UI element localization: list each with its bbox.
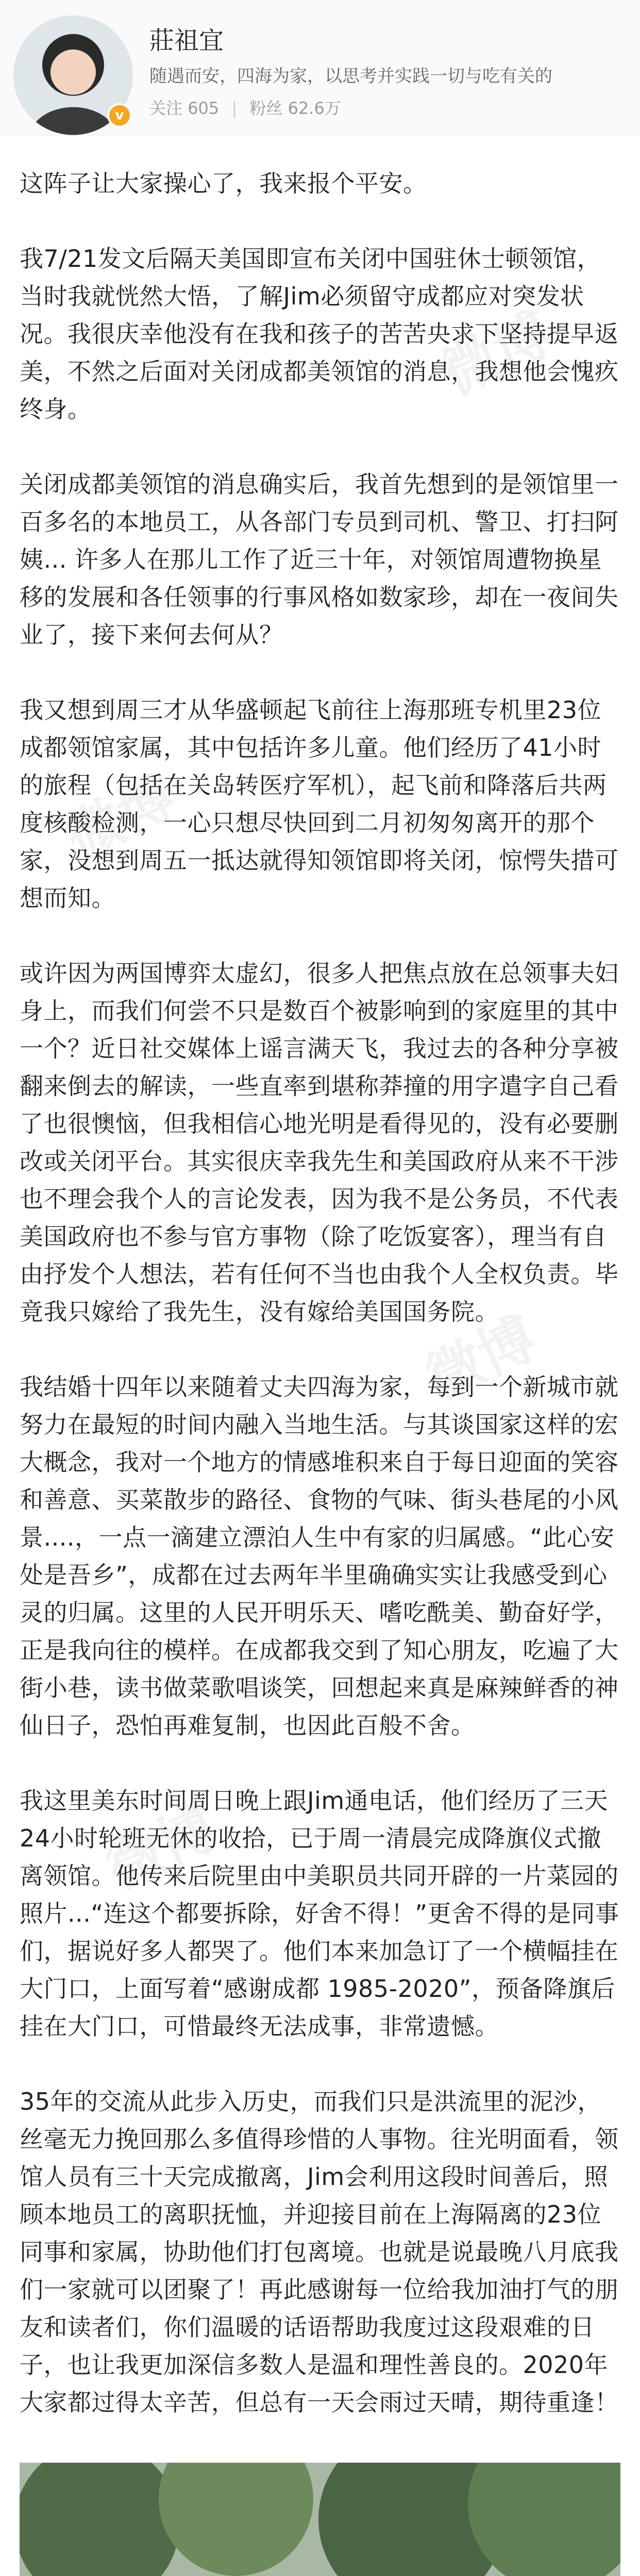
post-paragraph: 或许因为两国博弈太虚幻，很多人把焦点放在总领事夫妇身上，而我们何尝不只是数百个被影响到的家庭里的其中一个？近日社交媒体上谣言满天飞，我过去的各种分享被翻来倒去的解读，一些直率到堪称莽撞的用字遣字自己看了也很懊恼，但我相信心地光明是看得见的，没有必要删改或关闭平台。其实很庆幸我先生和美国政府从来不干涉也不理会我个人的言论发表，因为我不是公务员，不代表美国政府也不参与官方事物（除了吃饭宴客），理当有自由抒发个人想法，若有任何不当也由我个人全权负责。毕竟我只嫁给了我先生，没有嫁给美国国务院。 — [20, 959, 619, 1326]
post-paragraph: 这阵子让大家操心了，我来报个平安。 — [20, 170, 427, 197]
post-paragraph: 我结婚十四年以来随着丈夫四海为家，每到一个新城市就努力在最短的时间内融入当地生活。与其谈国家这样的宏大概念，我对一个地方的情感堆积来自于每日迎面的笑容和善意、买菜散步的路径、食物的气味、街头巷尾的小风景....，一点一滴建立漂泊人生中有家的归属感。“此心安处是吾乡”，成都在过去两年半里确确实实让我感受到心灵的归属。这里的人民开明乐天、嗜吃酰美、勤奋好学，正是我向往的模样。在成都我交到了知心朋友，吃遍了大街小巷，读书做菜歌唱谈笑，回想起来真是麻辣鲜香的神仙日子，恐怕再难复制，也因此百般不舍。 — [20, 1373, 619, 1739]
post-photo-garden[interactable] — [20, 2463, 620, 2576]
post-paragraph: 关闭成都美领馆的消息确实后，我首先想到的是领馆里一百多名的本地员工，从各部门专员到司机、警卫、打扫阿姨... 许多人在那儿工作了近三十年，对领馆周遭物换星移的发展和各任领事的行事风格如数家珍，却在一夜间失业了，接下来何去何从？ — [20, 470, 619, 649]
user-stats — [149, 95, 341, 119]
following-label: 关注 — [149, 98, 183, 118]
stats-divider: | — [231, 98, 238, 118]
user-bio: 随遇而安，四海为家，以思考并实践一切与吃有关的 — [149, 66, 552, 87]
post-paragraph: 35年的交流从此步入历史，而我们只是洪流里的泥沙，丝毫无力挽回那么多值得珍惜的人事物。往光明面看，领馆人员有三十天完成撤离，Jim会利用这段时间善后，照顾本地员工的离职抚恤，并迎接目前在上海隔离的23位同事和家属，协助他们打包离境。也就是说最晚八月底我们一家就可以团聚了！再此感谢每一位给我加油打气的朋友和读者们，你们温暖的话语帮助我度过这段艰难的日子，也让我更加深信多数人是温和理性善良的。2020年大家都过得太辛苦，但总有一天会雨过天晴，期待重逢！ — [20, 2088, 619, 2416]
verified-badge-icon: v — [107, 103, 132, 128]
weibo-watermark: 微博 — [96, 1794, 227, 1902]
followers-label: 粉丝 — [249, 98, 283, 118]
post-paragraph: 我又想到周三才从华盛顿起飞前往上海那班专机里23位成都领馆家属，其中包括许多儿童。他们经历了41小时的旅程（包括在关岛转医疗军机），起飞前和降落后共两度核酸检测，一心只想尽快回到二月初匆匆离开的那个家，没想到周五一抵达就得知领馆即将关闭，惊愕失措可想而知。 — [20, 696, 619, 912]
following-count[interactable]: 605 — [188, 98, 220, 118]
garden-photo-image — [20, 2463, 620, 2576]
post-paragraph: 我这里美东时间周日晚上跟Jim通电话，他们经历了三天24小时轮班无休的收拾，已于周一清晨完成降旗仪式撤离领馆。他传来后院里由中美职员共同开辟的一片菜园的照片...“连这个都要拆除，好舍不得！”更舍不得的是同事们，据说好多人都哭了。他们本来加急订了一个横幅挂在大门口，上面写着“感谢成都 1985-2020”，预备降旗后挂在大门口，可惜最终无法成事，非常遗憾。 — [20, 1787, 619, 2040]
post-paragraph: 我7/21发文后隔天美国即宣布关闭中国驻休士顿领馆，当时我就恍然大悟，了解Jim必须留守成都应对突发状况。我很庆幸他没有在我和孩子的苦苦央求下坚持提早返美，不然之后面对关闭成都美领馆的消息，我想他会愧疚终身。 — [20, 245, 619, 423]
weibo-watermark: 微博 — [416, 1304, 547, 1413]
followers-count[interactable]: 62.6万 — [288, 98, 341, 118]
user-name[interactable]: 莊祖宜 — [149, 26, 224, 55]
profile-header — [0, 0, 640, 135]
weibo-watermark: 微博 — [431, 300, 562, 408]
weibo-watermark: 微博 — [55, 764, 186, 872]
post-body — [20, 165, 620, 2459]
